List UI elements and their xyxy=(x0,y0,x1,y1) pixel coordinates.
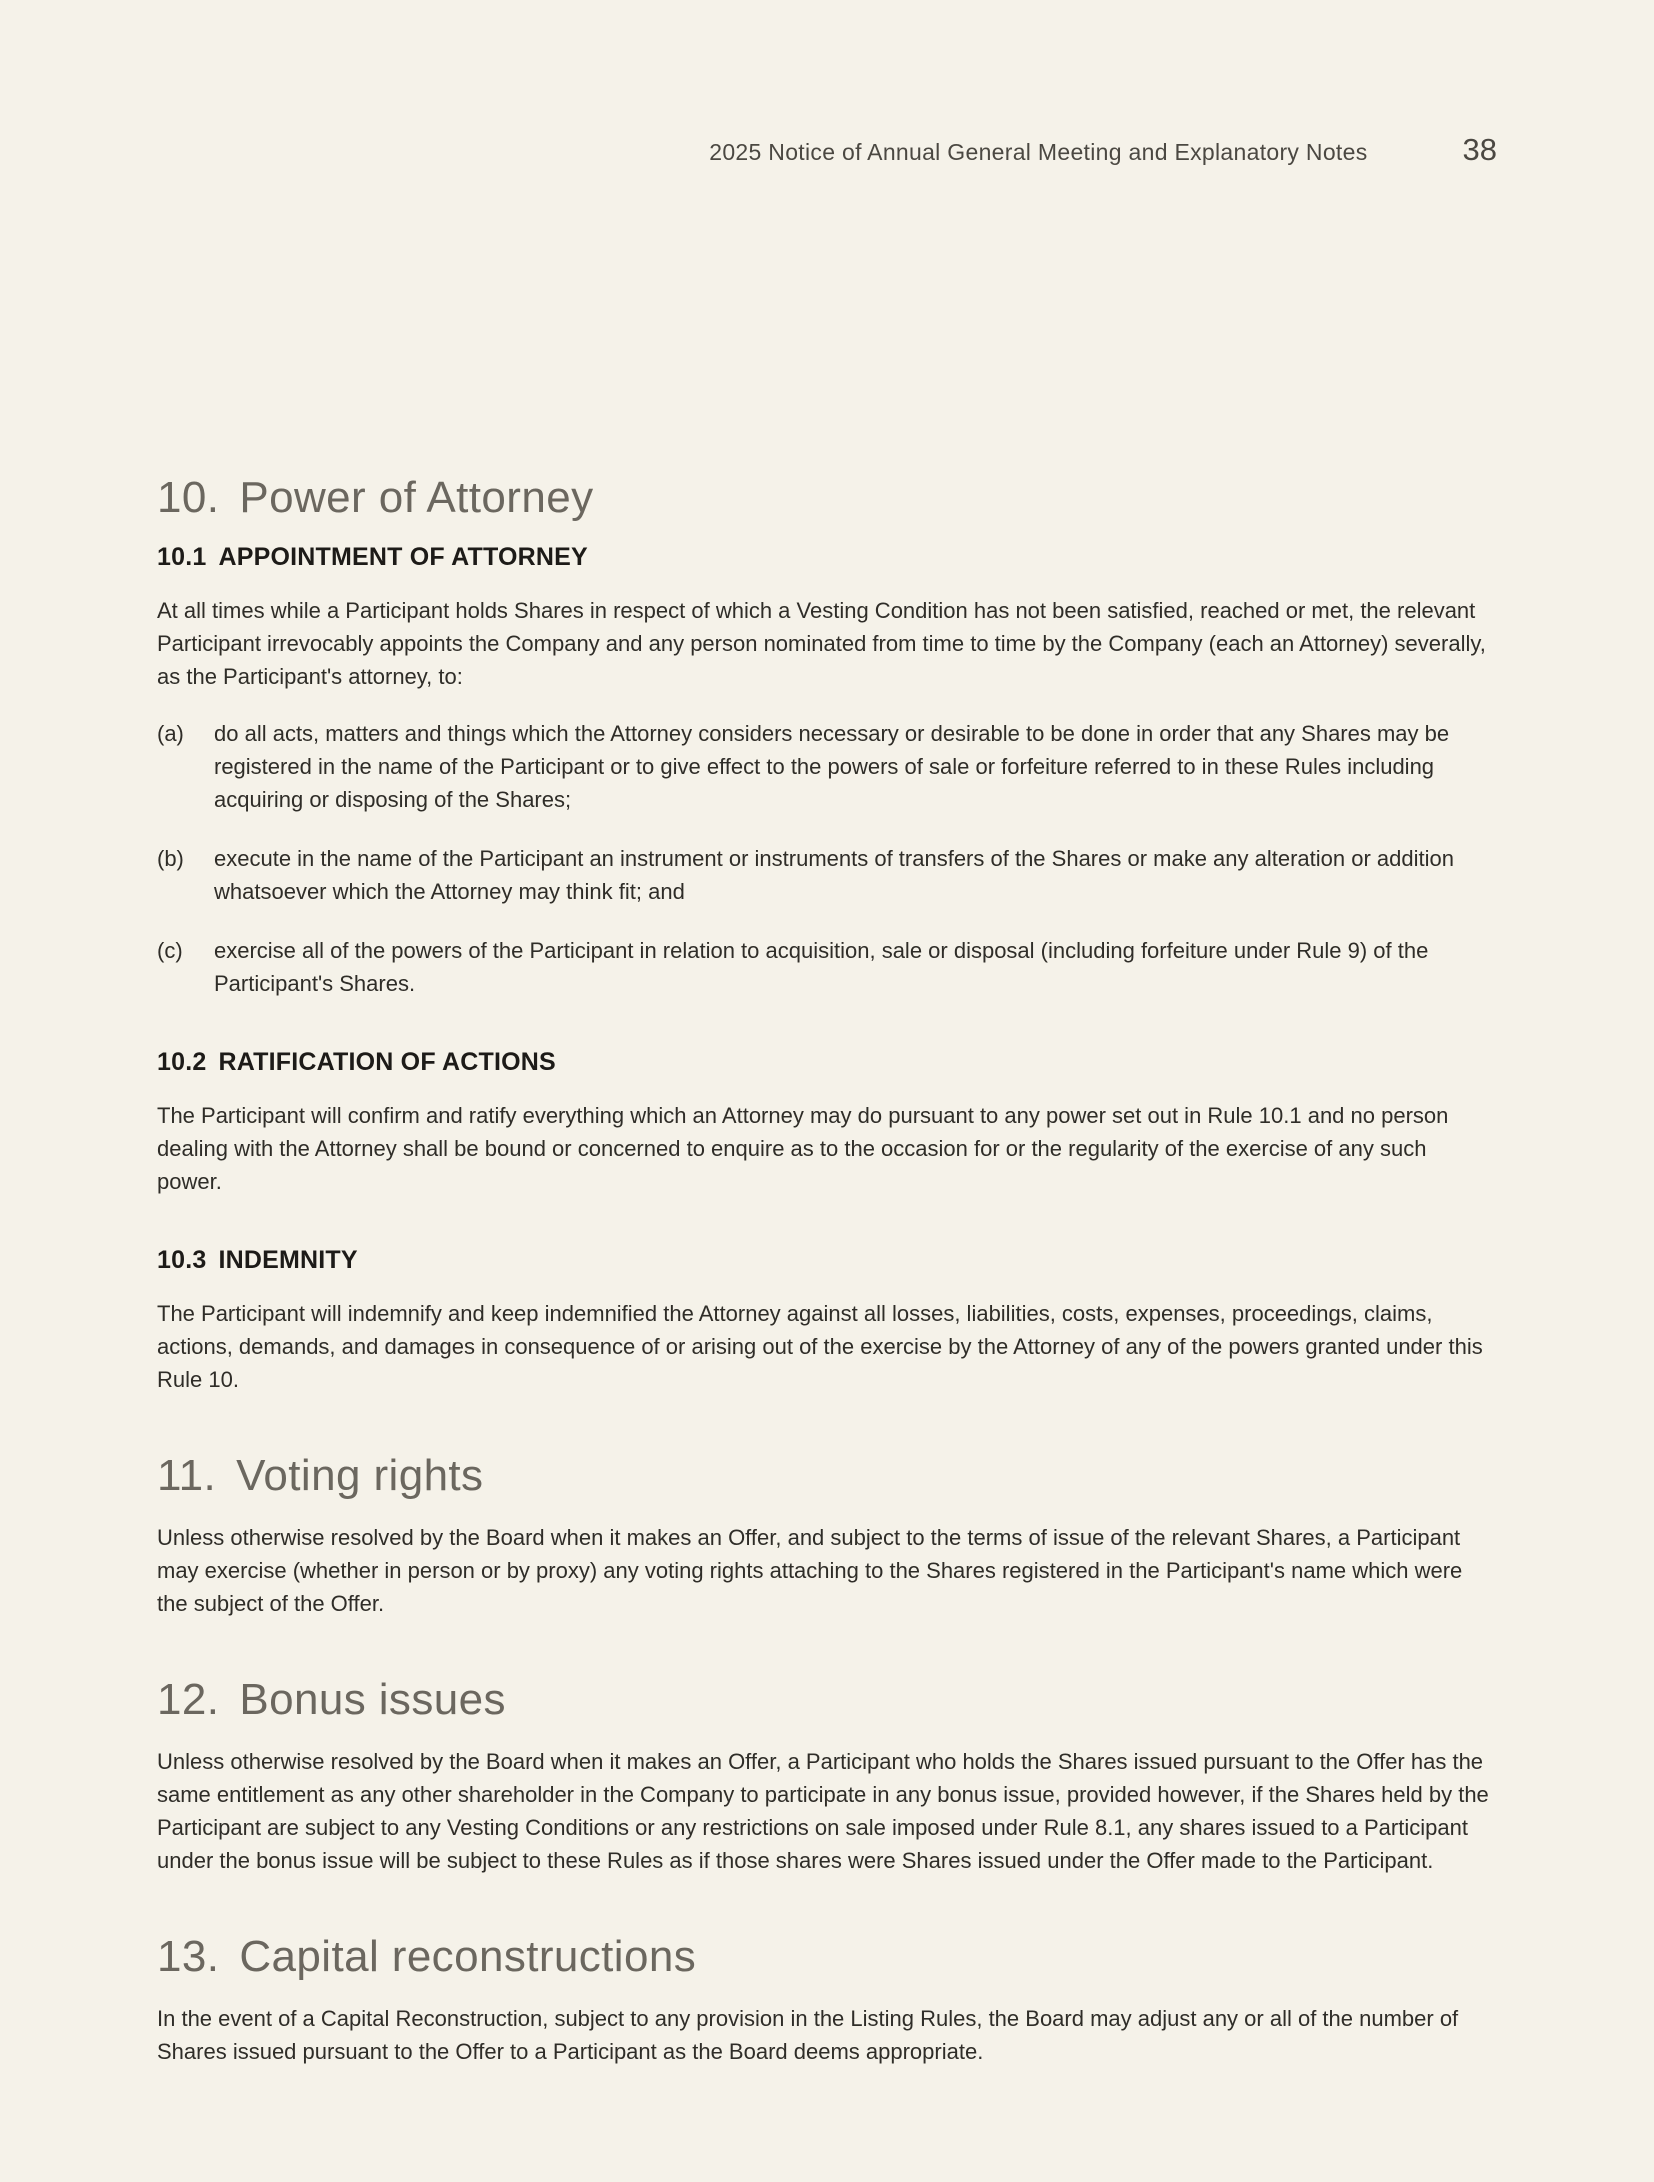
clause-b xyxy=(157,842,1497,908)
clause-list xyxy=(157,717,1497,1000)
section-title xyxy=(157,1932,1497,1982)
paragraph: Unless otherwise resolved by the Board when it makes an Offer, and subject to the terms of issue of the relevant Shares, a Participant may exercise (whether in person or by proxy) any voting rights attaching to the Shares registered in the Participant's name which were the subject of the Offer. xyxy=(157,1525,1463,1616)
section-title xyxy=(157,1451,1497,1501)
section-title xyxy=(157,473,1497,523)
section-number: 12. xyxy=(157,1675,220,1724)
clause-text: exercise all of the powers of the Participant in relation to acquisition, sale or disposal (including forfeiture under Rule 9) of the Participant's Shares. xyxy=(214,938,1429,996)
section-title xyxy=(157,1675,1497,1725)
section-voting-rights xyxy=(157,1451,1497,1620)
clause-text: do all acts, matters and things which the Attorney considers necessary or desirable to be done in order that any Shares may be registered in the name of the Participant or to give effect to the powers of sale or forfeiture referred to in these Rules including acquiring or disposing of the Shares; xyxy=(214,721,1450,812)
section-power-of-attorney xyxy=(157,473,1497,1396)
section-bonus-issues xyxy=(157,1675,1497,1877)
section-title-text: Voting rights xyxy=(236,1451,484,1500)
subsection-heading-indemnity xyxy=(157,1246,1497,1275)
paragraph: Unless otherwise resolved by the Board when it makes an Offer, a Participant who holds the Shares issued pursuant to the Offer has the same entitlement as any other shareholder in the Company to participate in any bonus issue, provided however, if the Shares held by the Participant are subject to any Vesting Conditions or any restrictions on sale imposed under Rule 8.1, any shares issued to a Participant under the bonus issue will be subject to these Rules as if those shares were Shares issued under the Offer made to the Participant. xyxy=(157,1749,1489,1873)
clause-text: execute in the name of the Participant an instrument or instruments of transfers of the Shares or make any alteration or addition whatsoever which the Attorney may think fit; and xyxy=(214,846,1454,904)
clause-marker: (c) xyxy=(157,938,183,963)
subsection-heading-text: RATIFICATION OF ACTIONS xyxy=(218,1048,556,1076)
paragraph: The Participant will confirm and ratify everything which an Attorney may do pursuant to any power set out in Rule 10.1 and no person dealing with the Attorney shall be bound or concerned to enquire as to the occasion for or the regularity of the exercise of any such power. xyxy=(157,1103,1449,1194)
subsection-heading-text: INDEMNITY xyxy=(218,1246,358,1274)
subsection-heading-text: APPOINTMENT OF ATTORNEY xyxy=(218,543,588,571)
clause-a xyxy=(157,717,1497,816)
clause-marker: (b) xyxy=(157,846,184,871)
paragraph: The Participant will indemnify and keep indemnified the Attorney against all losses, liabilities, costs, expenses, proceedings, claims, actions, demands, and damages in consequence of or arising out of the exercise by the Attorney of any of the powers granted under this Rule 10. xyxy=(157,1301,1483,1392)
section-number: 13. xyxy=(157,1932,220,1981)
subsection-heading-appointment-of-attorney xyxy=(157,543,1497,572)
page-header xyxy=(157,132,1497,168)
section-title-text: Bonus issues xyxy=(239,1675,506,1724)
subsection-heading-ratification-of-actions xyxy=(157,1048,1497,1077)
section-title-text: Power of Attorney xyxy=(239,473,594,522)
subsection-number: 10.2 xyxy=(157,1048,207,1076)
subsection-number: 10.1 xyxy=(157,543,207,571)
running-header-title: 2025 Notice of Annual General Meeting and Explanatory Notes xyxy=(709,139,1368,165)
paragraph: In the event of a Capital Reconstruction, subject to any provision in the Listing Rules, the Board may adjust any or all of the number of Shares issued pursuant to the Offer to a Participant as the Board deems appropriate. xyxy=(157,2006,1459,2064)
subsection-number: 10.3 xyxy=(157,1246,207,1274)
page-number: 38 xyxy=(1462,132,1497,167)
clause-c xyxy=(157,934,1497,1000)
document-content xyxy=(157,473,1497,2068)
section-capital-reconstructions xyxy=(157,1932,1497,2068)
clause-marker: (a) xyxy=(157,721,184,746)
section-title-text: Capital reconstructions xyxy=(239,1932,697,1981)
paragraph: At all times while a Participant holds Shares in respect of which a Vesting Condition has not been satisfied, reached or met, the relevant Participant irrevocably appoints the Company and any person nominated from time to time by the Company (each an Attorney) severally, as the Participant's attorney, to: xyxy=(157,598,1486,689)
section-number: 10. xyxy=(157,473,220,522)
section-number: 11. xyxy=(157,1451,217,1500)
